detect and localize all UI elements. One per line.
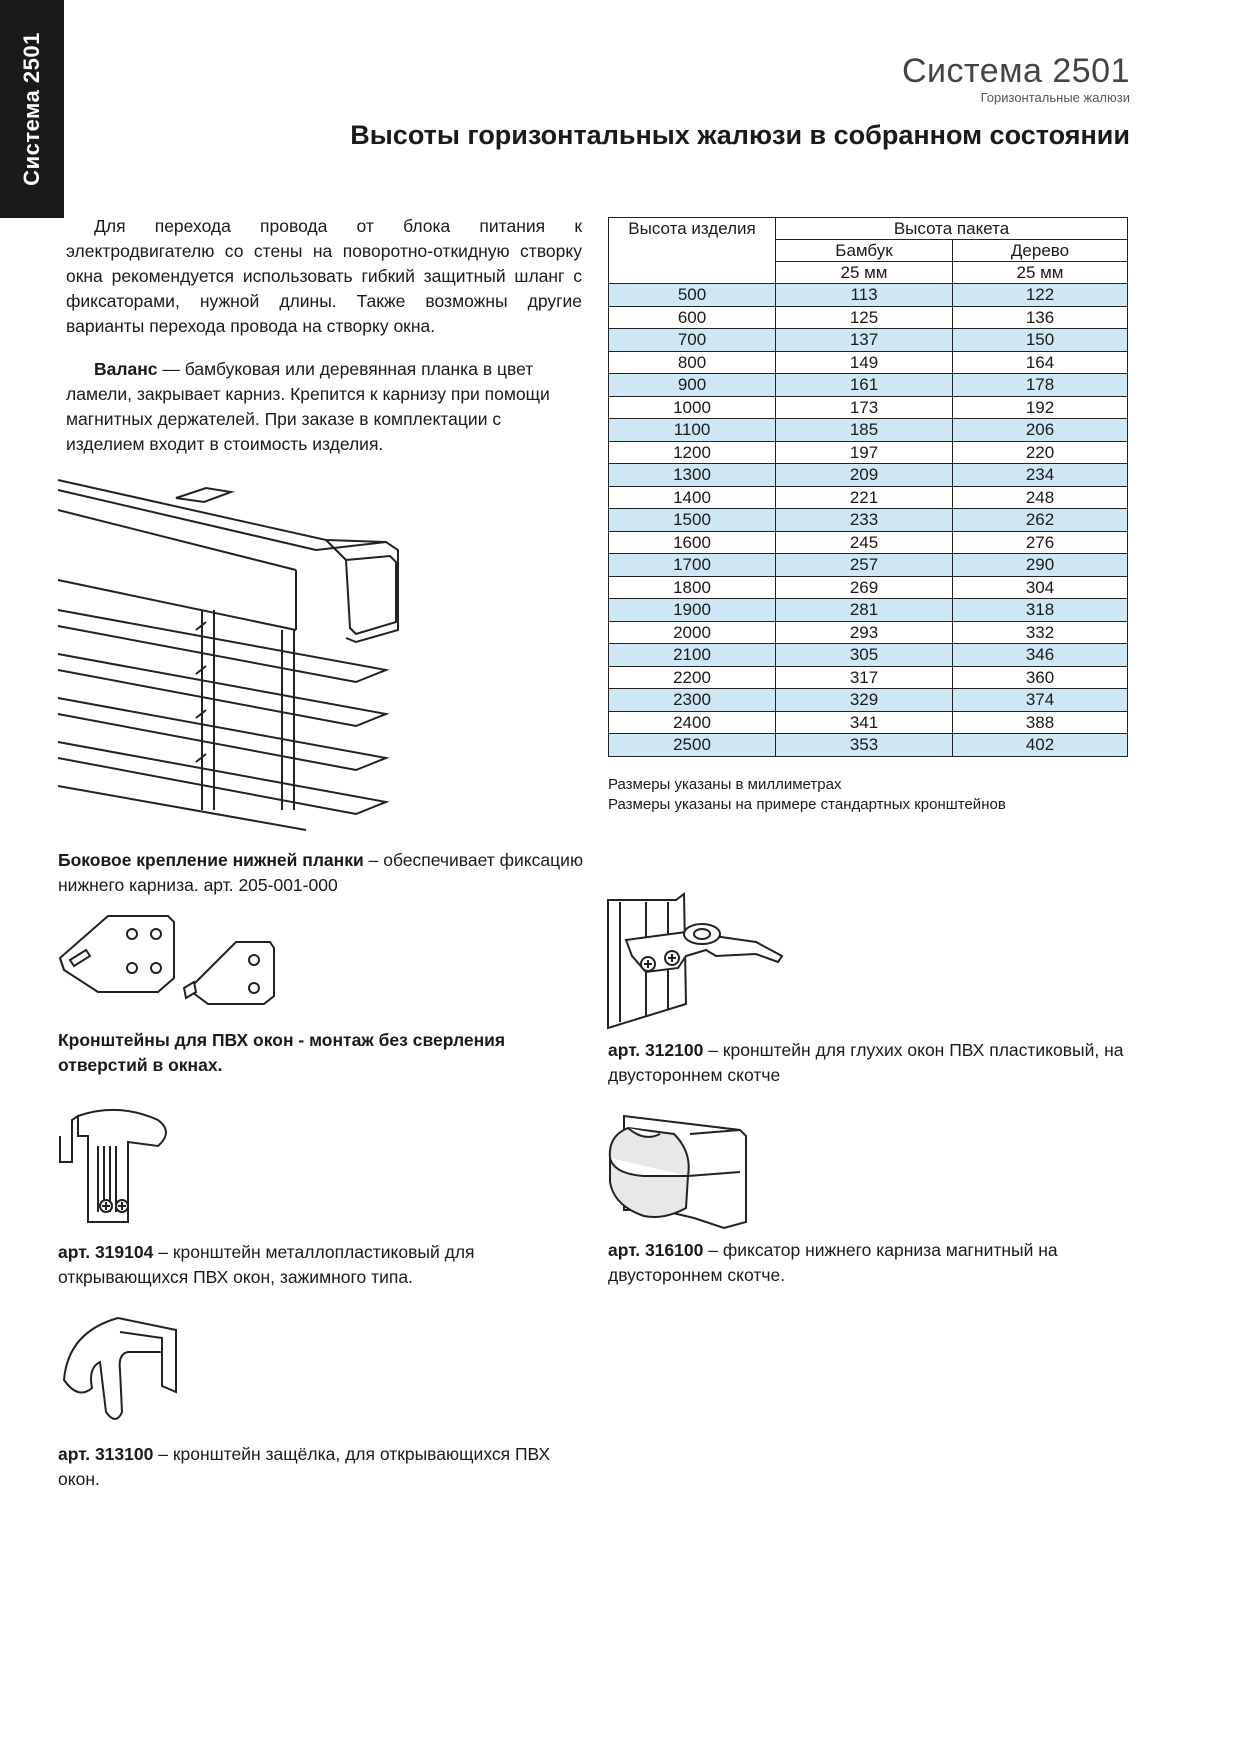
cell-bamboo: 257 [776, 554, 953, 577]
col-bamboo-unit: 25 мм [776, 262, 953, 284]
cell-bamboo: 341 [776, 711, 953, 734]
table-row [609, 689, 1128, 712]
table-row [609, 734, 1128, 757]
cell-wood: 290 [953, 554, 1128, 577]
valance-text: — бамбуковая или деревянная планка в цвет ламели, закрывает карниз. Крепится к карнизу при помощи магнитных держателей. При заказе в комплектации с изделием входит в стоимость изделия. [66, 359, 550, 454]
table-row [609, 599, 1128, 622]
system-title: Система 2501 [901, 52, 1130, 90]
cell-product-height: 2200 [609, 666, 776, 689]
table-row [609, 666, 1128, 689]
side-fix-bold: Боковое крепление нижней планки [58, 850, 364, 870]
bracket-312100-art: арт. 312100 [608, 1040, 704, 1060]
cell-wood: 346 [953, 644, 1128, 667]
cell-bamboo: 233 [776, 509, 953, 532]
cell-wood: 220 [953, 441, 1128, 464]
col-wood-header: Дерево [953, 240, 1128, 262]
table-row [609, 531, 1128, 554]
cell-wood: 136 [953, 306, 1128, 329]
cell-product-height: 1800 [609, 576, 776, 599]
cell-bamboo: 173 [776, 396, 953, 419]
cell-bamboo: 113 [776, 284, 953, 307]
pvc-brackets-heading-text: Кронштейны для ПВХ окон - монтаж без сверления отверстий в окнах. [58, 1030, 506, 1075]
cell-wood: 276 [953, 531, 1128, 554]
cell-bamboo: 329 [776, 689, 953, 712]
cell-wood: 206 [953, 419, 1128, 442]
cell-product-height: 2100 [609, 644, 776, 667]
cell-bamboo: 293 [776, 621, 953, 644]
table-row [609, 486, 1128, 509]
bracket-312100-text: – кронштейн для глухих окон ПВХ пластиковый, на двустороннем скотче [608, 1040, 1124, 1085]
table-row [609, 306, 1128, 329]
pack-height-table [608, 217, 1128, 757]
cell-product-height: 1900 [609, 599, 776, 622]
cell-product-height: 800 [609, 351, 776, 374]
cell-bamboo: 161 [776, 374, 953, 397]
note-standard-brackets: Размеры указаны на примере стандартных кронштейнов [608, 796, 1006, 813]
cell-bamboo: 305 [776, 644, 953, 667]
cell-product-height: 700 [609, 329, 776, 352]
cell-wood: 248 [953, 486, 1128, 509]
cell-wood: 374 [953, 689, 1128, 712]
cell-product-height: 1300 [609, 464, 776, 487]
cell-wood: 122 [953, 284, 1128, 307]
bracket-319104-art: арт. 319104 [58, 1242, 154, 1262]
cell-wood: 192 [953, 396, 1128, 419]
pvc-brackets-heading [58, 1028, 584, 1078]
table-row [609, 374, 1128, 397]
cell-bamboo: 137 [776, 329, 953, 352]
cell-product-height: 2000 [609, 621, 776, 644]
fixator-316100-art: арт. 316100 [608, 1240, 704, 1260]
cell-wood: 402 [953, 734, 1128, 757]
cell-product-height: 2400 [609, 711, 776, 734]
cell-bamboo: 197 [776, 441, 953, 464]
cell-wood: 164 [953, 351, 1128, 374]
table-row [609, 509, 1128, 532]
side-tab-label: Система 2501 [19, 32, 44, 186]
table-row [609, 419, 1128, 442]
col-bamboo-header: Бамбук [776, 240, 953, 262]
intro-paragraph: Для перехода провода от блока питания к электродвигателю со стены на поворотно-откидную створку окна рекомендуется использовать гибкий защитный шланг с фиксаторами, нужной длины. Также возможны другие варианты перехода провода на створку окна. [66, 216, 582, 336]
cell-product-height: 1500 [609, 509, 776, 532]
cell-bamboo: 149 [776, 351, 953, 374]
table-row [609, 396, 1128, 419]
bracket-313100-caption [58, 1442, 584, 1492]
pack-height-table-body [609, 284, 1128, 757]
col-product-height-header: Высота изделия [609, 218, 776, 284]
cell-product-height: 1700 [609, 554, 776, 577]
table-row [609, 621, 1128, 644]
valance-term: Валанс [94, 359, 158, 379]
table-row [609, 554, 1128, 577]
cell-product-height: 600 [609, 306, 776, 329]
side-fix-brackets-illustration [58, 908, 288, 1008]
bracket-319104-illustration [58, 1106, 178, 1226]
cell-product-height: 1000 [609, 396, 776, 419]
bracket-312100-caption [608, 1038, 1134, 1088]
bracket-313100-art: арт. 313100 [58, 1444, 154, 1464]
cell-bamboo: 245 [776, 531, 953, 554]
table-row [609, 711, 1128, 734]
cell-bamboo: 353 [776, 734, 953, 757]
system-subtitle: Горизонтальные жалюзи [980, 90, 1130, 105]
cell-wood: 234 [953, 464, 1128, 487]
bracket-319104-caption [58, 1240, 584, 1290]
cell-wood: 318 [953, 599, 1128, 622]
col-group-pack-height-header: Высота пакета [776, 218, 1128, 240]
page-title: Высоты горизонтальных жалюзи в собранном состоянии [350, 120, 1130, 150]
cell-wood: 388 [953, 711, 1128, 734]
side-fix-caption [58, 848, 584, 898]
fixator-316100-illustration [604, 1112, 754, 1232]
cell-product-height: 500 [609, 284, 776, 307]
cell-wood: 360 [953, 666, 1128, 689]
fixator-316100-caption [608, 1238, 1134, 1288]
cell-product-height: 1200 [609, 441, 776, 464]
table-row [609, 464, 1128, 487]
table-row [609, 284, 1128, 307]
cell-bamboo: 125 [776, 306, 953, 329]
cell-bamboo: 221 [776, 486, 953, 509]
cell-bamboo: 281 [776, 599, 953, 622]
cell-wood: 178 [953, 374, 1128, 397]
table-row [609, 576, 1128, 599]
cell-wood: 262 [953, 509, 1128, 532]
table-row [609, 329, 1128, 352]
cell-product-height: 900 [609, 374, 776, 397]
fixator-316100-text: – фиксатор нижнего карниза магнитный на двустороннем скотче. [608, 1240, 1058, 1285]
side-fix-text: – обеспечивает фиксацию нижнего карниза. арт. 205-001-000 [58, 850, 584, 895]
table-row [609, 441, 1128, 464]
cell-bamboo: 317 [776, 666, 953, 689]
table-row [609, 644, 1128, 667]
bracket-312100-illustration [606, 892, 786, 1032]
cell-wood: 332 [953, 621, 1128, 644]
cell-bamboo: 209 [776, 464, 953, 487]
note-units: Размеры указаны в миллиметрах [608, 776, 842, 793]
cell-product-height: 1400 [609, 486, 776, 509]
side-tab [0, 0, 64, 218]
cell-bamboo: 185 [776, 419, 953, 442]
cell-wood: 150 [953, 329, 1128, 352]
cell-wood: 304 [953, 576, 1128, 599]
blind-illustration [56, 470, 416, 840]
col-wood-unit: 25 мм [953, 262, 1128, 284]
cell-product-height: 1100 [609, 419, 776, 442]
cell-product-height: 1600 [609, 531, 776, 554]
cell-bamboo: 269 [776, 576, 953, 599]
cell-product-height: 2300 [609, 689, 776, 712]
bracket-313100-illustration [58, 1312, 188, 1432]
bracket-313100-text: – кронштейн защёлка, для открывающихся ПВХ окон. [58, 1444, 551, 1489]
table-row [609, 351, 1128, 374]
cell-product-height: 2500 [609, 734, 776, 757]
valance-paragraph [66, 357, 582, 457]
bracket-319104-text: – кронштейн металлопластиковый для открывающихся ПВХ окон, зажимного типа. [58, 1242, 475, 1287]
